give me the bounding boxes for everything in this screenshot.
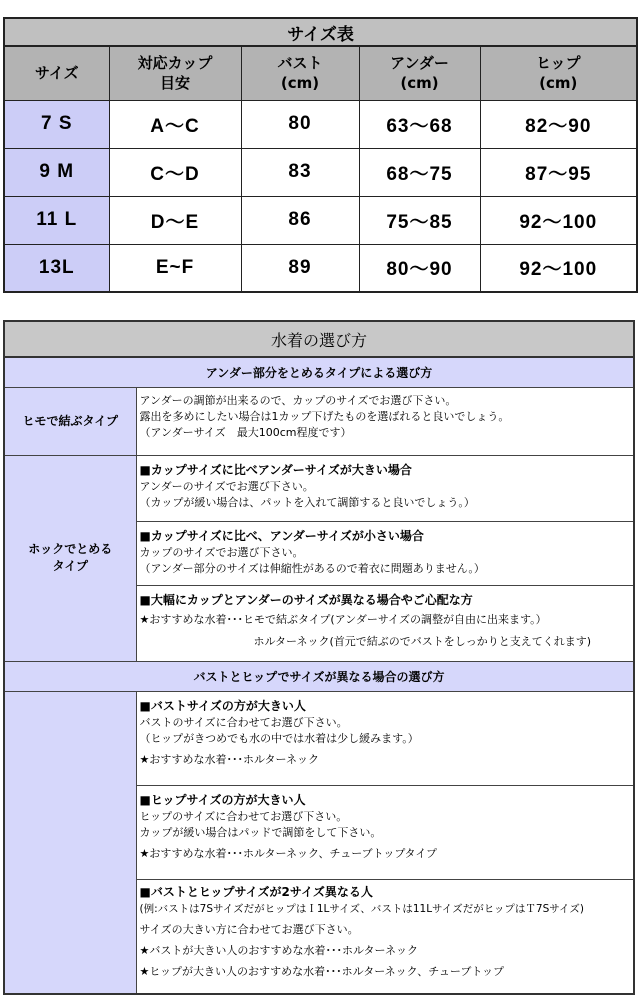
section-heading-bust-hip: バストとヒップでサイズが異なる場合の選び方 [4,661,634,691]
cup-cell: C～D [109,148,241,196]
case-heading: ■バストとヒップサイズが2サイズ異なる人 [139,884,373,899]
under-cell: 63～68 [359,100,480,148]
hip-cell: 87～95 [480,148,637,196]
guide-title: 水着の選び方 [4,321,634,357]
text-line: アンダーのサイズでお選び下さい。 [139,479,314,493]
recommendation-line: ★ヒップが大きい人のおすすめな水着･･･ホルターネック、チューブトップ [139,964,504,978]
under-cell: 75～85 [359,196,480,244]
recommendation-line: ★おすすめな水着･･･ホルターネック、チューブトップタイプ [139,846,438,860]
table-row [4,148,637,196]
size-cell: 7 S [4,100,109,148]
case-heading: ■大幅にカップとアンダーのサイズが異なる場合やご心配な方 [139,592,473,607]
case-hip-larger [136,785,634,879]
recommendation-line: ★バストが大きい人のおすすめな水着･･･ホルターネック [139,943,418,957]
recommendation-line: ★おすすめな水着･･･ホルターネック [139,752,319,766]
recommendation-line: ★おすすめな水着･･･ヒモで結ぶタイプ(アンダーサイズの調整が自由に出来ます。） [139,612,547,626]
cup-cell: E~F [109,244,241,292]
text-line: （アンダー部分のサイズは伸縮性があるので着衣に問題ありません。） [139,561,485,575]
label-hook-type: ホックでとめる タイプ [4,455,136,661]
cup-cell: A～C [109,100,241,148]
text-line: （アンダーサイズ 最大100cm程度です） [139,425,352,439]
bust-cell: 89 [241,244,359,292]
table-row [4,196,637,244]
section-heading-under: アンダー部分をとめるタイプによる選び方 [4,357,634,387]
bust-cell: 83 [241,148,359,196]
case-two-size-difference [136,879,634,994]
label-tie-type: ヒモで結ぶタイプ [4,387,136,455]
hip-cell: 92～100 [480,244,637,292]
hip-cell: 82～90 [480,100,637,148]
case-heading: ■ヒップサイズの方が大きい人 [139,792,306,807]
size-chart-table [3,17,638,293]
hook-case-under-larger [136,455,634,521]
size-cell: 11 L [4,196,109,244]
label-bust-hip [4,691,136,994]
size-chart-title: サイズ表 [4,18,637,46]
under-cell: 68～75 [359,148,480,196]
table-row [4,244,637,292]
text-line: サイズの大きい方に合わせてお選び下さい。 [139,922,359,936]
header-under: アンダー (cm) [359,46,480,100]
text-line: ヒップのサイズに合わせてお選び下さい。 [139,809,348,823]
hook-case-large-difference [136,585,634,661]
header-cup: 対応カップ 目安 [109,46,241,100]
case-bust-larger [136,691,634,785]
tie-type-description [136,387,634,455]
table-row [4,100,637,148]
text-line: （カップが緩い場合は、パットを入れて調節すると良いでしょう。） [139,495,475,509]
text-line: カップが緩い場合はパッドで調節をして下さい。 [139,825,382,839]
bust-cell: 86 [241,196,359,244]
text-line: 露出を多めにしたい場合は1カップ下げたものを選ばれると良いでしょう。 [139,409,510,423]
swimsuit-guide-table [3,320,635,995]
case-heading: ■カップサイズに比べアンダーサイズが大きい場合 [139,462,412,477]
size-cell: 9 M [4,148,109,196]
hook-case-under-smaller [136,521,634,585]
size-cell: 13L [4,244,109,292]
case-heading: ■カップサイズに比べ、アンダーサイズが小さい場合 [139,528,424,543]
text-line: カップのサイズでお選び下さい。 [139,545,304,559]
size-chart-header-row [4,46,637,100]
header-size: サイズ [4,46,109,100]
text-line: バストのサイズに合わせてお選び下さい。 [139,715,348,729]
bust-cell: 80 [241,100,359,148]
under-cell: 80～90 [359,244,480,292]
case-heading: ■バストサイズの方が大きい人 [139,698,306,713]
text-line: （ヒップがきつめでも水の中では水着は少し緩みます。） [139,731,419,745]
header-bust: バスト (cm) [241,46,359,100]
recommendation-line: ホルターネック(首元で結ぶのでバストをしっかりと支えてくれます) [253,634,592,648]
hip-cell: 92～100 [480,196,637,244]
header-hip: ヒップ (cm) [480,46,637,100]
cup-cell: D～E [109,196,241,244]
text-line: アンダーの調節が出来るので、カップのサイズでお選び下さい。 [139,393,457,407]
text-line: (例:バストは7SサイズだがヒップはＩ1Lサイズ、バストは11LサイズだがヒップはＴ7Sサイズ) [139,902,584,915]
